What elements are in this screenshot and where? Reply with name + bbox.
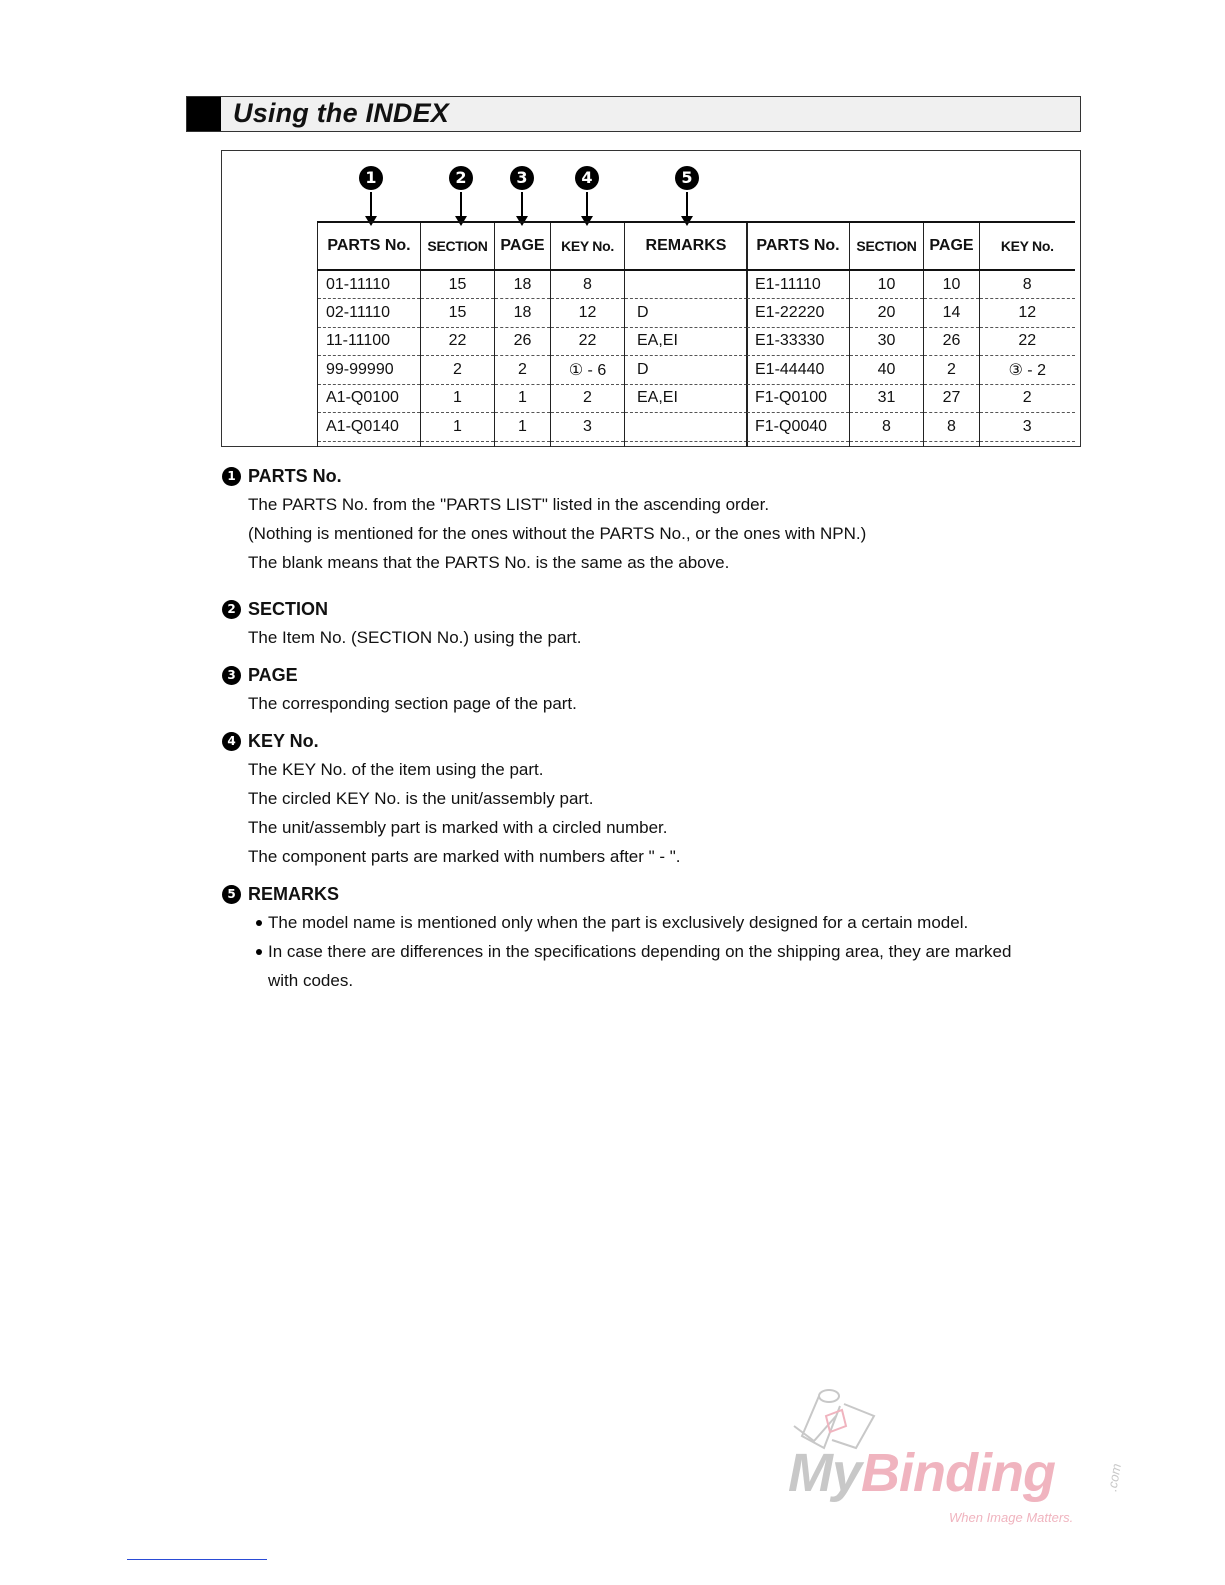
cell-remarks [625,413,748,442]
column-header-key-no: KEY No. [980,222,1075,270]
section-number-badge: 2 [222,600,241,619]
cell-section: 1 [421,413,495,442]
cell-remarks: D [625,299,748,328]
cell-parts-no: 11-11100 [318,327,421,356]
table-row [318,327,748,356]
bullet-text: In case there are differences in the specifications depending on the shipping area, they are marked [268,942,1012,961]
section-number-badge: 3 [222,666,241,685]
section-title: KEY No. [248,730,319,751]
cell-parts-no: F1-Q0100 [747,384,850,413]
section-title: PAGE [248,664,298,685]
callout-3 [510,166,534,226]
table-row [318,270,748,299]
section-text: The unit/assembly part is marked with a circled number. [248,818,668,837]
callout-5 [675,166,699,226]
cell-parts-no: A1-Q0140 [318,413,421,442]
cell-page: 10 [924,270,980,299]
cell-section: 15 [421,270,495,299]
spacer-cell [924,441,980,447]
cell-key-no: ③ - 2 [980,356,1075,385]
cell-section: 31 [850,384,924,413]
section-number-badge: 5 [222,885,241,904]
arrow-shaft [460,192,462,218]
section-heading [222,727,1092,755]
table-row-spacer [318,441,748,447]
table-row [747,299,1075,328]
arrow-shaft [686,192,688,218]
table-row [318,413,748,442]
cell-section: 2 [421,356,495,385]
cell-section: 22 [421,327,495,356]
index-example-frame [221,150,1081,447]
cell-page: 1 [495,384,551,413]
section-text: The component parts are marked with numbers after " - ". [248,847,681,866]
section-page [222,661,1092,718]
cell-parts-no: 01-11110 [318,270,421,299]
table-row [318,384,748,413]
column-header-parts-no: PARTS No. [747,222,850,270]
section-section [222,595,1092,652]
column-header-page: PAGE [924,222,980,270]
callout-number: 2 [449,166,473,190]
watermark-brand [788,1442,1055,1504]
callout-number: 4 [575,166,599,190]
watermark-brand-my: My [788,1443,862,1503]
section-remarks [222,880,1092,995]
spacer-cell [318,441,421,447]
column-header-key-no: KEY No. [551,222,625,270]
bullet-item [222,937,1092,966]
section-text: The PARTS No. from the "PARTS LIST" listed in the ascending order. [248,495,770,514]
arrow-shaft [521,192,523,218]
cell-parts-no: E1-44440 [747,356,850,385]
section-text: The KEY No. of the item using the part. [248,760,544,779]
section-heading [222,880,1092,908]
section-text: The blank means that the PARTS No. is the same as the above. [248,553,730,572]
watermark-brand-binding: Binding [861,1443,1055,1503]
spacer-cell [850,441,924,447]
table-header-row [318,222,748,270]
section-title: REMARKS [248,883,340,904]
column-header-section: SECTION [421,222,495,270]
column-header-page: PAGE [495,222,551,270]
explanation-sections [222,462,1092,995]
section-text: The Item No. (SECTION No.) using the part. [248,628,582,647]
cell-section: 15 [421,299,495,328]
footer-link-underline[interactable] [127,1559,267,1560]
bullet-text: The model name is mentioned only when the part is exclusively designed for a certain model. [268,913,969,932]
cell-page: 27 [924,384,980,413]
cell-key-no: 8 [980,270,1075,299]
cell-key-no: 12 [551,299,625,328]
cell-remarks: EA,EI [625,384,748,413]
section-number-badge: 1 [222,467,241,486]
cell-page: 14 [924,299,980,328]
cell-page: 2 [924,356,980,385]
column-header-parts-no: PARTS No. [318,222,421,270]
cell-key-no: 2 [980,384,1075,413]
cell-parts-no: 02-11110 [318,299,421,328]
table-row-spacer [747,441,1075,447]
cell-parts-no: 99-99990 [318,356,421,385]
cell-section: 8 [850,413,924,442]
cell-page: 26 [495,327,551,356]
arrow-shaft [370,192,372,218]
cell-section: 10 [850,270,924,299]
spacer-cell [625,441,748,447]
callout-number: 1 [359,166,383,190]
cell-parts-no: A1-Q0100 [318,384,421,413]
cell-key-no: 22 [551,327,625,356]
callout-1 [359,166,383,226]
cell-key-no: 12 [980,299,1075,328]
cell-page: 1 [495,413,551,442]
section-heading [222,462,1092,490]
cell-key-no: 8 [551,270,625,299]
table-row [747,270,1075,299]
spacer-cell [495,441,551,447]
cell-page: 18 [495,299,551,328]
cell-remarks: D [625,356,748,385]
cell-key-no: 22 [980,327,1075,356]
cell-page: 2 [495,356,551,385]
table-row [318,356,748,385]
callout-number: 5 [675,166,699,190]
spacer-cell [421,441,495,447]
section-title-bar [186,96,1081,132]
column-header-remarks: REMARKS [625,222,748,270]
cell-page: 8 [924,413,980,442]
title-block-marker [187,97,221,131]
cell-remarks: EA,EI [625,327,748,356]
section-parts-no [222,462,1092,577]
cell-key-no: 3 [980,413,1075,442]
table-header-row [747,222,1075,270]
cell-key-no: ① - 6 [551,356,625,385]
index-table-right [746,221,1075,447]
spacer-cell [551,441,625,447]
bullet-continuation: with codes. [268,971,354,990]
bullet-dot-icon [256,920,262,926]
table-row [747,384,1075,413]
index-table-left [317,221,748,447]
watermark-logo [784,1386,1129,1531]
cell-page: 26 [924,327,980,356]
cell-parts-no: F1-Q0040 [747,413,850,442]
watermark-domain: .com [1104,1462,1124,1493]
section-heading [222,595,1092,623]
table-row [318,299,748,328]
cell-section: 40 [850,356,924,385]
table-row [747,356,1075,385]
bullet-item [222,908,1092,937]
arrow-shaft [586,192,588,218]
cell-page: 18 [495,270,551,299]
callout-number: 3 [510,166,534,190]
cell-parts-no: E1-33330 [747,327,850,356]
cell-section: 30 [850,327,924,356]
section-text: The corresponding section page of the part. [248,694,577,713]
cell-parts-no: E1-11110 [747,270,850,299]
section-number-badge: 4 [222,732,241,751]
bullet-dot-icon [256,949,262,955]
page-title: Using the INDEX [233,98,450,128]
cell-key-no: 2 [551,384,625,413]
cell-section: 20 [850,299,924,328]
callout-4 [575,166,599,226]
section-title: PARTS No. [248,465,342,486]
spacer-cell [747,441,850,447]
section-key-no [222,727,1092,871]
table-row [747,327,1075,356]
spacer-cell [980,441,1075,447]
section-text: (Nothing is mentioned for the ones without the PARTS No., or the ones with NPN.) [248,524,867,543]
section-heading [222,661,1092,689]
watermark-tagline: When Image Matters. [949,1510,1074,1525]
cell-section: 1 [421,384,495,413]
cell-remarks [625,270,748,299]
table-row [747,413,1075,442]
column-header-section: SECTION [850,222,924,270]
callout-2 [449,166,473,226]
cell-parts-no: E1-22220 [747,299,850,328]
section-title: SECTION [248,598,329,619]
section-text: The circled KEY No. is the unit/assembly part. [248,789,594,808]
cell-key-no: 3 [551,413,625,442]
